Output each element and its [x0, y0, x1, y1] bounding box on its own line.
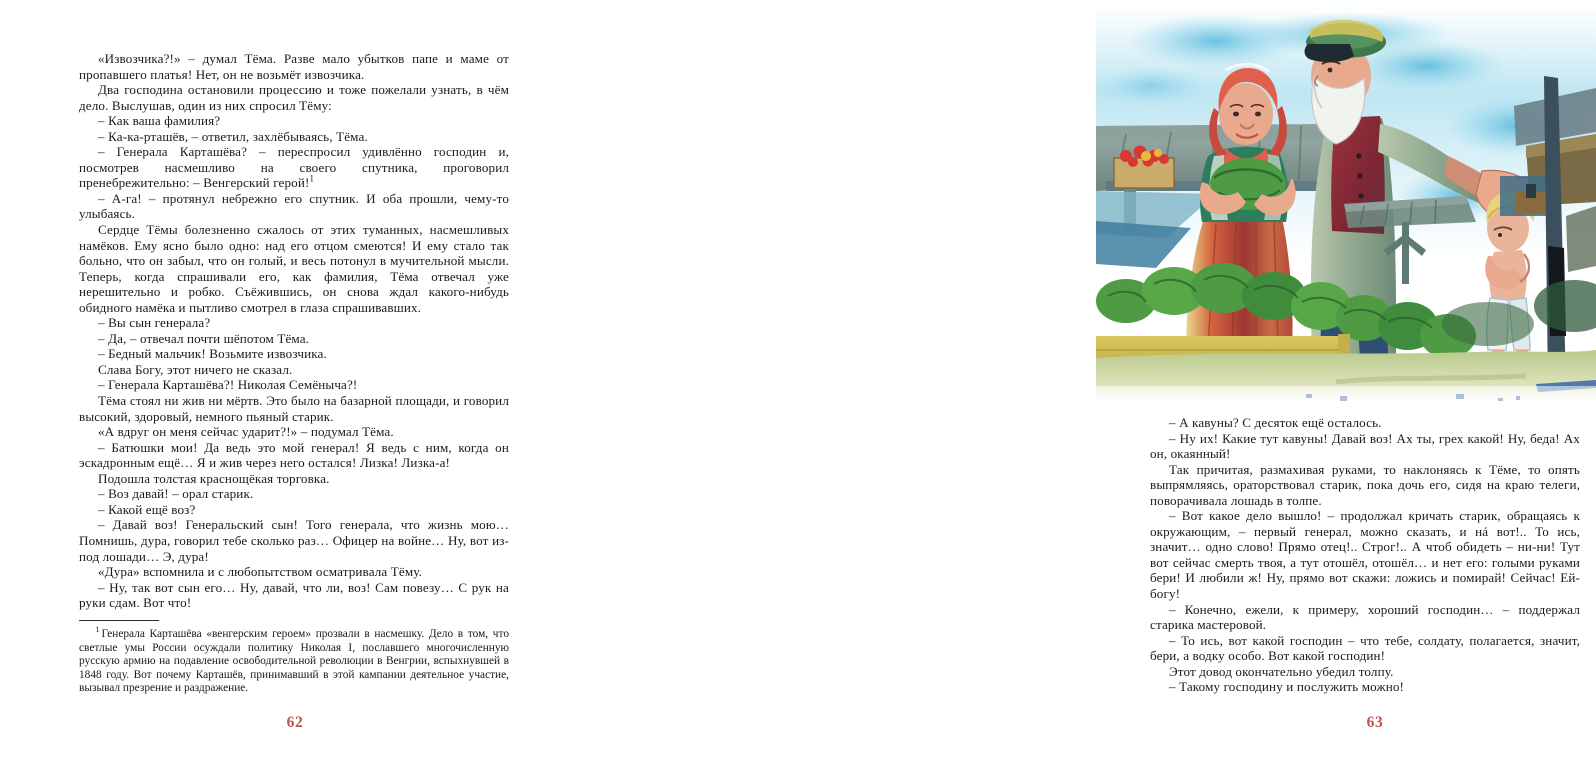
paragraph: – Воз давай! – орал старик.: [97, 486, 254, 502]
paragraph: – Конечно, ежели, к примеру, хороший господин… – поддержал старика мастеровой.: [1150, 601, 1580, 633]
paragraph: – Такому господину и послужить можно!: [1168, 679, 1405, 695]
paragraph: – Какой ещё воз?: [97, 501, 196, 517]
chapter-illustration: [1096, 6, 1596, 402]
paragraph: – Генерала Карташёва?! Николая Семёныча?!: [97, 377, 358, 393]
paragraph: – Как ваша фамилия?: [97, 113, 221, 129]
paragraph: Слава Богу, этот ничего не сказал.: [97, 361, 293, 377]
paragraph: – Ка-ка-рташёв, – ответил, захлёбываясь, Тёма.: [97, 128, 368, 144]
footnote-reference[interactable]: 1: [309, 174, 315, 185]
paragraph: «Дура» вспомнила и с любопытством осматривала Тёму.: [97, 564, 423, 580]
left-page: [0, 0, 550, 783]
paragraph-with-footnote-ref: [79, 144, 509, 191]
paragraph: Два господина остановили процессию и тоже пожелали узнать, в чём дело. Выслушав, один из них спросил Тёму:: [79, 82, 509, 113]
paragraph: Подошла толстая краснощёкая торговка.: [97, 470, 330, 486]
page-number-right: 63: [1366, 714, 1384, 731]
paragraph: «Извозчика?!» – думал Тёма. Разве мало убытков папе и маме от пропавшего платья! Нет, он не возьмёт извозчика.: [79, 51, 509, 82]
paragraph: – Ну, так вот сын его… Ну, давай, что ли, воз! Сам повезу… С рук на руки сдам. Вот что!: [79, 579, 509, 611]
paragraph: – Батюшки мои! Да ведь это мой генерал! Я ведь с ним, когда он эскадронным ещё… Я и жив через него остался! Лизка! Лизка-а!: [79, 439, 509, 471]
paragraph: – Давай воз! Генеральский сын! Того генерала, что жизнь мою… Помнишь, дура, говорил тебе сколько раз… Офицер на войне… Ну, вот из-под лошади… Э, дура!: [79, 517, 509, 564]
footnote-marker: 1: [95, 625, 100, 635]
paragraph: Тёма стоял ни жив ни мёртв. Это было на базарной площади, и говорил высокий, здоровый, немного пьяный старик.: [79, 393, 509, 424]
paragraph: – Ну их! Какие тут кавуны! Давай воз! Ах ты, грех какой! Ну, беда! Ах он, окаянный!: [1150, 430, 1580, 462]
page-number-left: 62: [286, 714, 304, 731]
paragraph: Так причитая, размахивая руками, то наклоняясь к Тёме, то опять выпрямляясь, ораторствовал старик, пока дочь его, сидя на краю телеги, поворачивала лошадь в толпе.: [1150, 461, 1580, 508]
paragraph: – Вот какое дело вышло! – продолжал кричать старик, обращаясь к окружающим, – первый генерал, можно сказать, и нá вот!.. То ись, значит… одно слово! Прямо отец!.. Строг!.. А чтоб обидеть – ни-ни! Тут вот сейчас смерть твоя, а тут отошёл, отошёл… и нет его: голыми руками бери! И любили ж! Ну, прямо вот скажи: ложись и помирай! Сейчас! Ей-богу!: [1150, 508, 1580, 602]
footnote-body: Генерала Карташёва «венгерским героем» прозвали в насмешку. Дело в том, что светлые умы России осуждали политику Николая I, пославшего многочисленную русскую армию на подавление освободительной революции в Венгрии, вспыхнувшей в 1848 году. Вот почему Карташёв, принимавший в этой кампании деятельное участие, вызывал презрение и раздражение.: [79, 628, 509, 694]
right-page-body-text: [1150, 415, 1580, 695]
paragraph-text: – Генерала Карташёва? – переспросил удивлённо господин и, посмотрев насмешливо на своего спутника, проговорил пренебрежительно: – Венгерский герой!: [79, 144, 509, 191]
paragraph: Этот довод окончательно убедил толпу.: [1168, 663, 1394, 679]
footnote-entry: [79, 625, 509, 696]
paragraph: – То ись, вот какой господин – что тебе, солдату, полагается, значит, бери, а водку особо. Вот какой господин!: [1150, 632, 1580, 664]
paragraph: – А-га! – протянул небрежно его спутник. И оба прошли, чему-то улыбаясь.: [79, 190, 509, 222]
paragraph: Сердце Тёмы болезненно сжалось от этих туманных, насмешливых намёков. Ему ясно было одно: над его отцом смеются! И ему стало так больно, что он забыл, что он голый, и весь потонул в мучительной мысли. Теперь, когда спрашивали его, как фамилия, Тёма отвечал уже нерешительно и робко. Съёжившись, он снова ждал какого-нибудь обидного намёка и пытливо смотрел в глаза спрашивавших.: [79, 222, 509, 315]
right-page: [550, 0, 1580, 783]
footnote-separator-rule: [79, 620, 159, 621]
paragraph: – Бедный мальчик! Возьмите извозчика.: [97, 346, 327, 362]
left-page-body-text: [79, 51, 509, 611]
paragraph: – А кавуны? С десяток ещё осталось.: [1168, 415, 1382, 430]
paragraph: «А вдруг он меня сейчас ударит?!» – подумал Тёма.: [97, 424, 394, 440]
footnote-block: [79, 620, 509, 696]
paragraph: – Да, – отвечал почти шёпотом Тёма.: [97, 330, 310, 346]
paragraph: – Вы сын генерала?: [97, 315, 211, 331]
